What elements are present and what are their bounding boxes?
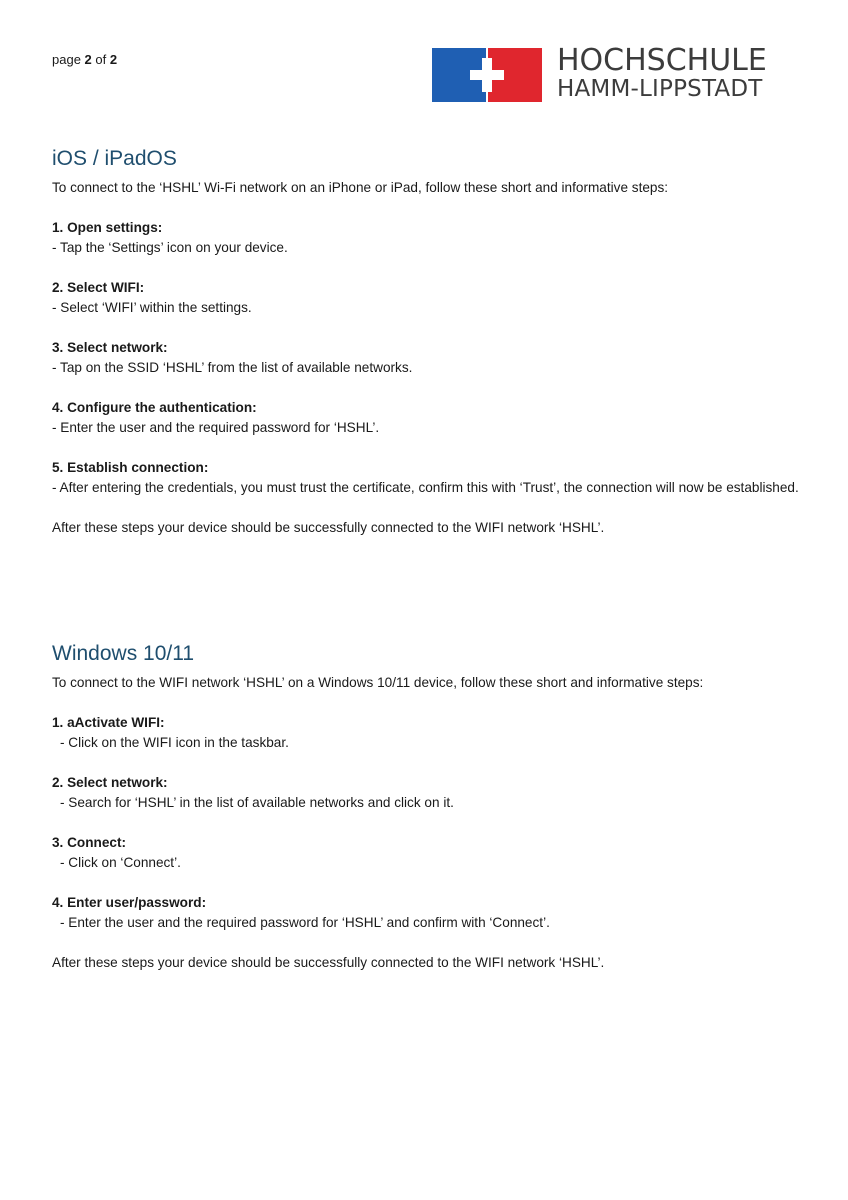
windows-step-1 <box>52 713 802 753</box>
ios-step-3 <box>52 338 802 378</box>
ios-step-4 <box>52 398 802 438</box>
windows-intro: To connect to the WIFI network ‘HSHL’ on a Windows 10/11 device, follow these short and informative steps: <box>52 675 704 690</box>
ios-heading: iOS / iPadOS <box>52 147 177 170</box>
page-label: page <box>52 52 81 67</box>
step-body: - After entering the credentials, you must trust the certificate, confirm this with ‘Trust’, the connection will now be established. <box>52 480 799 495</box>
step-body: - Click on ‘Connect’. <box>60 855 181 870</box>
windows-step-2 <box>52 773 802 813</box>
ios-step-5 <box>52 458 802 498</box>
windows-section <box>52 641 802 973</box>
step-title: 2. Select network: <box>52 775 168 790</box>
step-body: - Tap on the SSID ‘HSHL’ from the list of available networks. <box>52 360 413 375</box>
page-of: of <box>95 52 107 67</box>
ios-section <box>52 146 802 538</box>
step-body: - Search for ‘HSHL’ in the list of available networks and click on it. <box>60 795 454 810</box>
step-title: 5. Establish connection: <box>52 460 209 475</box>
windows-step-4 <box>52 893 802 933</box>
windows-closing: After these steps your device should be successfully connected to the WIFI network ‘HSHL’. <box>52 955 605 970</box>
logo-line-2: HAMM-LIPPSTADT <box>557 76 763 102</box>
page-number <box>52 52 117 68</box>
ios-closing: After these steps your device should be successfully connected to the WIFI network ‘HSHL’. <box>52 520 605 535</box>
step-body: - Enter the user and the required password for ‘HSHL’ and confirm with ‘Connect’. <box>60 915 550 930</box>
windows-step-3 <box>52 833 802 873</box>
step-body: - Tap the ‘Settings’ icon on your device. <box>52 240 288 255</box>
step-title: 4. Enter user/password: <box>52 895 207 910</box>
logo-line-1: HOCHSCHULE <box>557 43 767 78</box>
step-title: 3. Select network: <box>52 340 168 355</box>
step-body: - Enter the user and the required password for ‘HSHL’. <box>52 420 380 435</box>
step-body: - Click on the WIFI icon in the taskbar. <box>60 735 289 750</box>
ios-step-1 <box>52 218 802 258</box>
ios-intro: To connect to the ‘HSHL’ Wi-Fi network on an iPhone or iPad, follow these short and informative steps: <box>52 180 669 195</box>
logo-cross-mark <box>432 48 542 102</box>
step-title: 1. Open settings: <box>52 220 163 235</box>
step-body: - Select ‘WIFI’ within the settings. <box>52 300 252 315</box>
page-total: 2 <box>109 52 118 67</box>
page-current: 2 <box>84 52 92 67</box>
ios-step-2 <box>52 278 802 318</box>
step-title: 1. aActivate WIFI: <box>52 715 165 730</box>
step-title: 3. Connect: <box>52 835 127 850</box>
university-logo <box>432 43 802 104</box>
windows-heading: Windows 10/11 <box>52 642 195 665</box>
step-title: 2. Select WIFI: <box>52 280 145 295</box>
logo-wordmark <box>557 43 767 102</box>
step-title: 4. Configure the authentication: <box>52 400 257 415</box>
